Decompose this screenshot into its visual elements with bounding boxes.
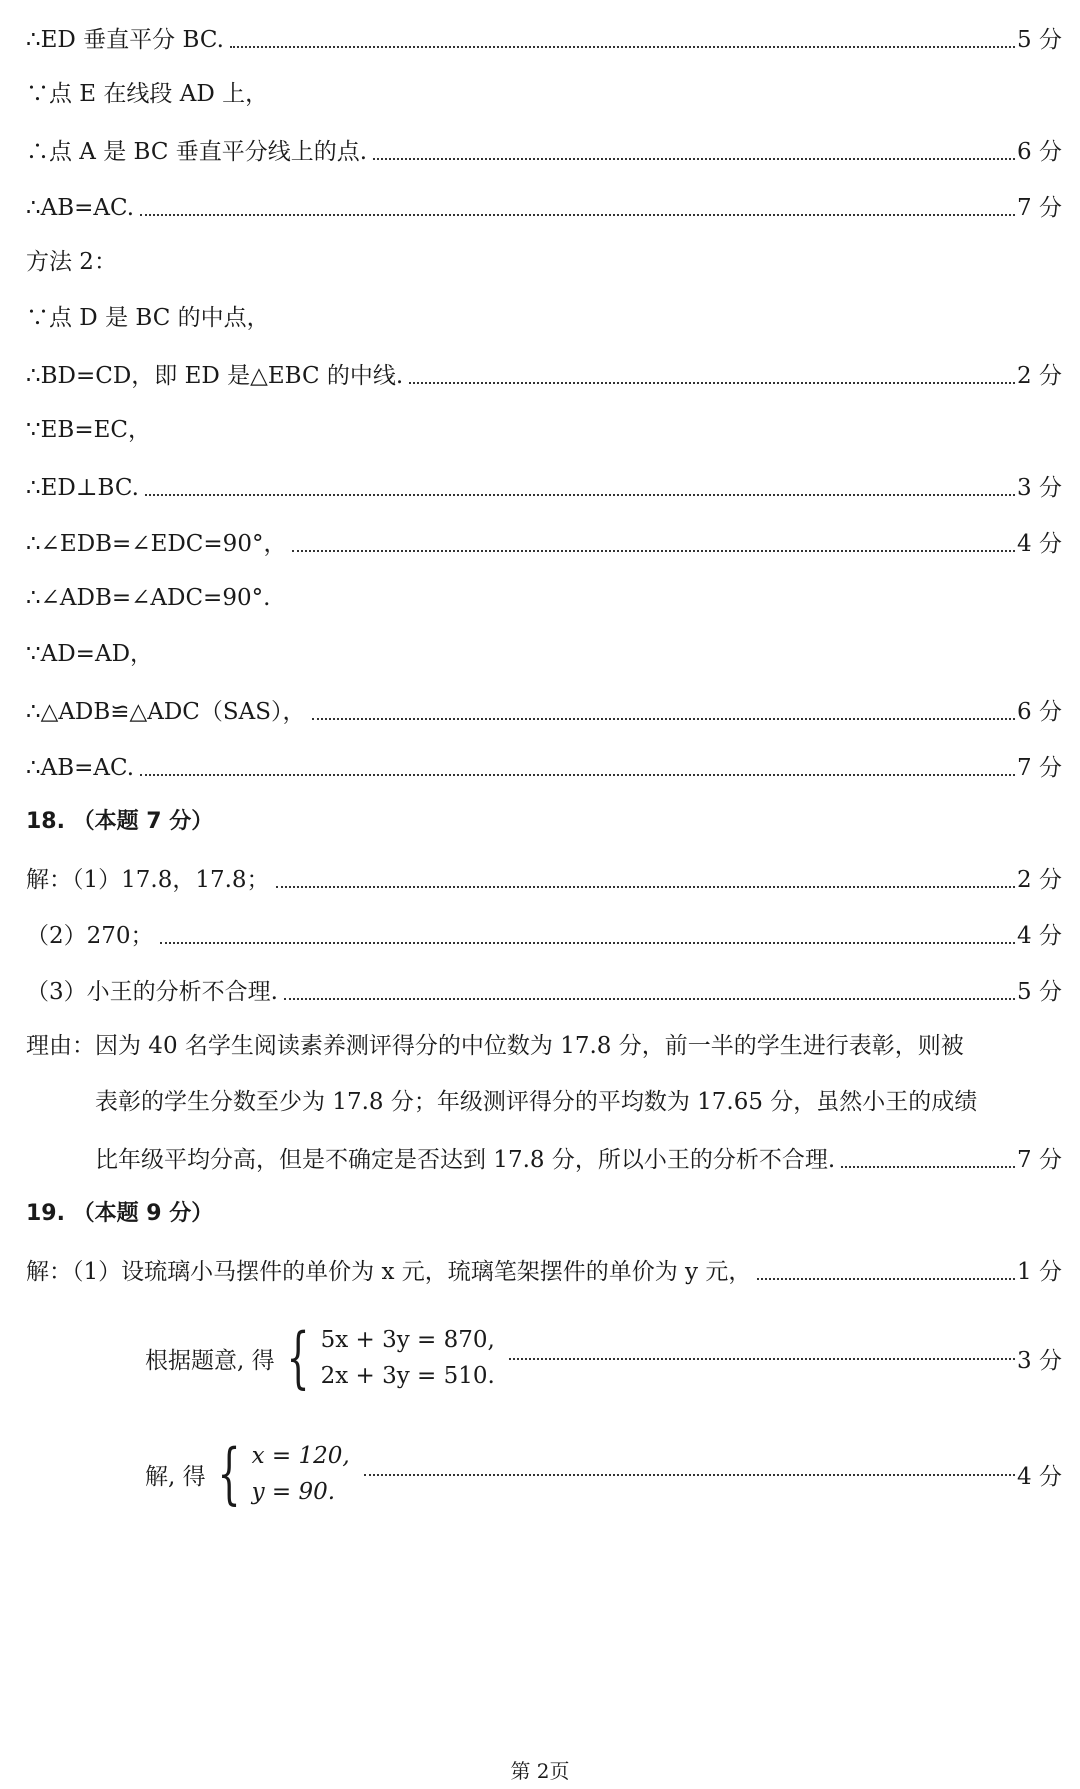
equation-system-1 — [145, 1318, 1062, 1398]
system-prefix: 根据题意, 得 — [145, 1347, 275, 1374]
proof-line: ∴ED⊥BC. 3 分 — [26, 475, 1062, 501]
question-19-heading: 19. （本题 9 分） — [26, 1201, 214, 1226]
left-brace: { — [217, 1435, 241, 1512]
points-label: 4 分 — [1017, 1463, 1062, 1490]
answer-line: （2）270； 4 分 — [26, 923, 1062, 949]
proof-line: ∴点 A 是 BC 垂直平分线上的点. 6 分 — [26, 139, 1062, 165]
left-brace: { — [286, 1319, 310, 1396]
equation: x = 120, — [251, 1443, 350, 1469]
proof-line: ∴ED 垂直平分 BC. 5 分 — [26, 27, 1062, 53]
proof-line: ∴AB=AC. 7 分 — [26, 755, 1062, 781]
method-heading: 方法 2： — [26, 249, 117, 275]
points-label: 3 分 — [1017, 1347, 1062, 1374]
proof-line: ∴BD=CD，即 ED 是△EBC 的中线. 2 分 — [26, 363, 1062, 389]
equation-system-2 — [145, 1434, 1062, 1514]
reason-line-1: 理由：因为 40 名学生阅读素养测评得分的中位数为 17.8 分，前一半的学生进行表彰，则被 — [26, 1033, 964, 1059]
proof-line: ∵点 E 在线段 AD 上， — [26, 81, 269, 107]
proof-line: ∵EB=EC， — [26, 417, 151, 443]
proof-line: ∵点 D 是 BC 的中点， — [26, 305, 270, 331]
answer-line: 解：（1）17.8，17.8； 2 分 — [26, 867, 1062, 893]
equation: 2x + 3y = 510. — [320, 1363, 495, 1389]
reason-line-3: 比年级平均分高，但是不确定是否达到 17.8 分，所以小王的分析不合理. 7 分 — [95, 1147, 1062, 1173]
system-prefix: 解, 得 — [145, 1463, 206, 1490]
answer-line: 解：（1）设琉璃小马摆件的单价为 x 元，琉璃笔架摆件的单价为 y 元， 1 分 — [26, 1259, 1062, 1285]
question-18-heading: 18. （本题 7 分） — [26, 809, 214, 834]
answer-line: （3）小王的分析不合理. 5 分 — [26, 979, 1062, 1005]
proof-line: ∴∠EDB=∠EDC=90°， 4 分 — [26, 531, 1062, 557]
equation: 5x + 3y = 870, — [320, 1327, 495, 1353]
proof-line: ∵AD=AD， — [26, 641, 154, 667]
proof-line: ∴AB=AC. 7 分 — [26, 195, 1062, 221]
proof-line: ∴∠ADB=∠ADC=90°. — [26, 585, 271, 611]
reason-line-2: 表彰的学生分数至少为 17.8 分；年级测评得分的平均数为 17.65 分，虽然小王的成绩 — [95, 1089, 978, 1115]
proof-line: ∴△ADB≌△ADC（SAS）， 6 分 — [26, 699, 1062, 725]
page-number: 第 2页 — [510, 1759, 570, 1783]
equation: y = 90. — [251, 1479, 336, 1505]
